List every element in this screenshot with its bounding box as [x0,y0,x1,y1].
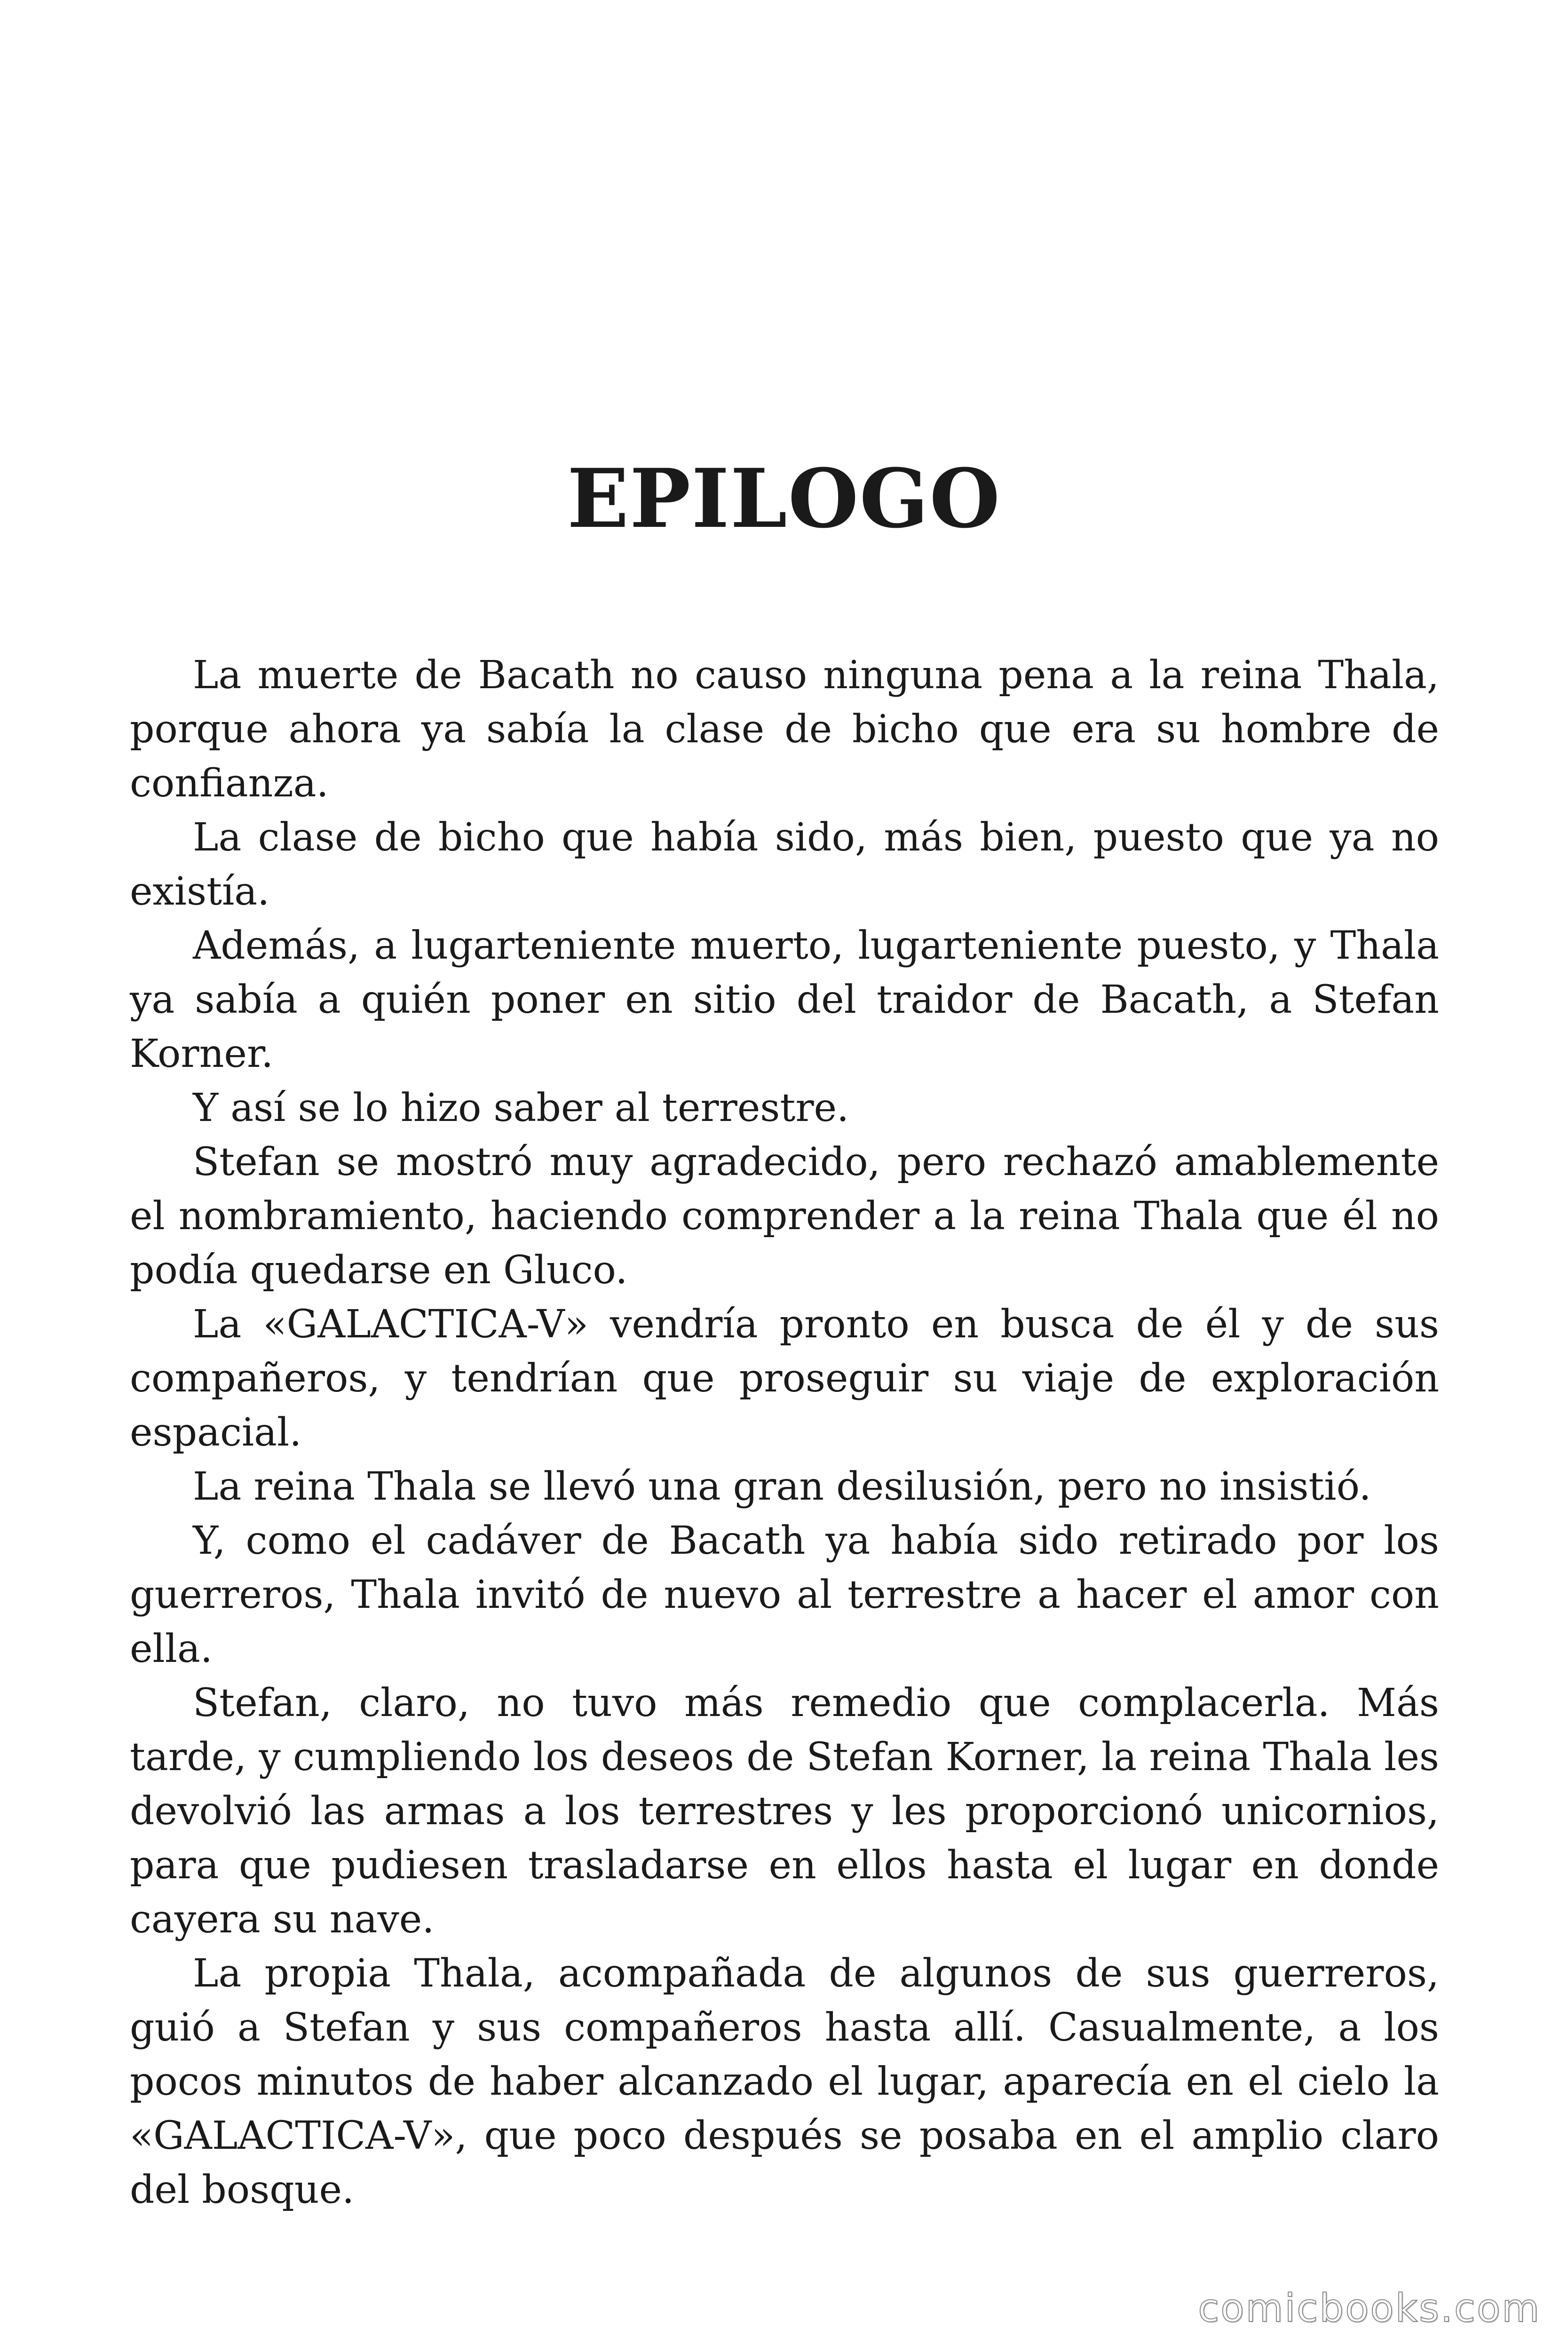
paragraph: Y, como el cadáver de Bacath ya había sido retirado por los guerreros, Thala invitó de nuevo al terrestre a hacer el amor con ella. [130,1518,1439,1671]
paragraph: La muerte de Bacath no causo ninguna pena a la reina Thala, porque ahora ya sabía la clase de bicho que era su hombre de confianza. [130,653,1439,806]
chapter-body [130,648,1439,2217]
paragraph: Stefan se mostró muy agradecido, pero rechazó amablemente el nombramiento, haciendo comprender a la reina Thala que él no podía quedarse en Gluco. [130,1140,1439,1293]
paragraph: Stefan, claro, no tuvo más remedio que complacerla. Más tarde, y cumpliendo los deseos de Stefan Korner, la reina Thala les devolvió las armas a los terrestres y les proporcionó unicornios, para que pudiesen trasladarse en ellos hasta el lugar en donde cayera su nave. [130,1681,1439,1942]
paragraph: La clase de bicho que había sido, más bien, puesto que ya no existía. [130,815,1439,914]
watermark: comicbooks.com [1198,2286,1541,2331]
chapter-title: EPILOGO [567,451,1001,546]
paragraph: La «GALACTICA-V» vendría pronto en busca de él y de sus compañeros, y tendrían que proseguir su viaje de exploración espacial. [130,1302,1439,1455]
paragraph: Además, a lugarteniente muerto, lugarteniente puesto, y Thala ya sabía a quién poner en sitio del traidor de Bacath, a Stefan Korner. [130,923,1439,1076]
paragraph: La reina Thala se llevó una gran desilusión, pero no insistió. [193,1464,1371,1509]
paragraph: Y así se lo hizo saber al terrestre. [193,1086,849,1130]
paragraph: La propia Thala, acompañada de algunos de sus guerreros, guió a Stefan y sus compañeros hasta allí. Casualmente, a los pocos minutos de haber alcanzado el lugar, aparecía en el cielo la «GALACTICA-V», que poco después se posaba en el amplio claro del bosque. [130,1951,1439,2212]
